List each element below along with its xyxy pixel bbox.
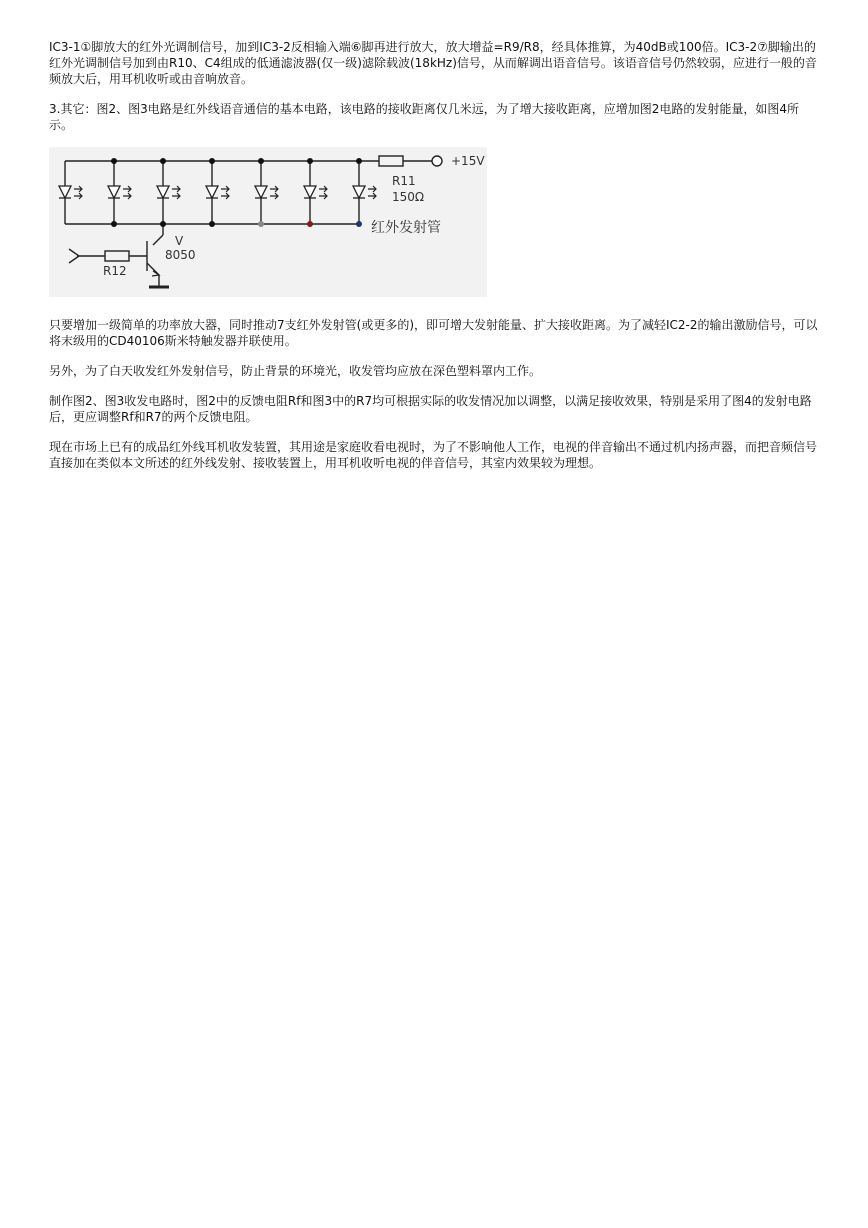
paragraph-2: 3.其它：图2、图3电路是红外线语音通信的基本电路，该电路的接收距离仅几米远，为了增大接收距离，应增加图2电路的发射能量，如图4所示。 xyxy=(49,102,799,132)
document-page xyxy=(49,39,821,485)
supply-terminal-icon xyxy=(432,156,442,166)
supply-voltage-label: +15V xyxy=(451,154,485,168)
circuit-diagram-figure-4 xyxy=(49,147,487,297)
r11-value: 150Ω xyxy=(392,190,425,204)
transistor-model: 8050 xyxy=(165,248,196,262)
led-caption: 红外发射管 xyxy=(371,220,441,236)
paragraph-5: 制作图2、图3收发电路时，图2中的反馈电阻Rf和图3中的R7均可根据实际的收发情况加以调整，以满足接收效果，特别是采用了图4的发射电路后，更应调整Rf和R7的两个反馈电阻。 xyxy=(49,394,812,424)
paragraph-3: 只要增加一级简单的功率放大器，同时推动7支红外发射管(或更多的)，即可增大发射能量、扩大接收距离。为了减轻IC2-2的输出激励信号，可以将末级用的CD40106斯米特触发器并联使用。 xyxy=(49,318,818,348)
r12-label: R12 xyxy=(103,264,127,278)
paragraph-1: IC3-1①脚放大的红外光调制信号，加到IC3-2反相输入端⑥脚再进行放大，放大增益=R9/R8，经具体推算，为40dB或100倍。IC3-2⑦脚输出的红外光调制信号加到由R10、C4组成的低通滤波器(仅一级)滤除载波(18kHz)信号，从而解调出语音信号。该语音信号仍然较弱，应进行一般的音频放大后，用耳机收听或由音响放音。 xyxy=(49,40,817,86)
paragraph-6: 现在市场上已有的成品红外线耳机收发装置，其用途是家庭收看电视时，为了不影响他人工作，电视的伴音输出不通过机内扬声器，而把音频信号直接加在类似本文所述的红外线发射、接收装置上，用耳机收听电视的伴音信号，其室内效果较为理想。 xyxy=(49,440,818,470)
transistor-label: V xyxy=(175,234,184,248)
paragraph-4: 另外，为了白天收发红外发射信号，防止背景的环境光，收发管均应放在深色塑料罩内工作。 xyxy=(49,364,542,378)
r11-label: R11 xyxy=(392,174,416,188)
circuit-schematic xyxy=(49,147,487,297)
